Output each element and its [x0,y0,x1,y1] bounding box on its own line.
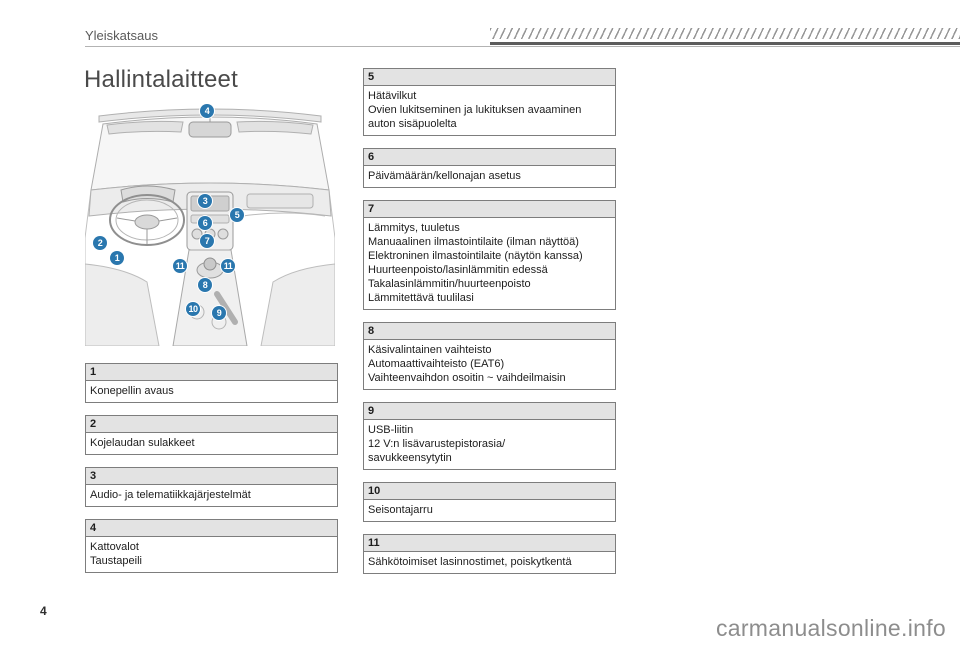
watermark: carmanualsonline.info [715,615,946,641]
item-description [364,86,615,135]
section-header: Yleiskatsaus [85,28,158,43]
item-description-line: savukkeensytytin [368,452,452,464]
item-description-line: USB-liitin [368,424,414,436]
item-number: 4 [86,520,337,537]
callout-3: 3 [198,194,212,208]
items-right-column [363,68,616,586]
item-number: 5 [364,69,615,86]
callout-2: 2 [93,236,107,250]
item-description-line: Kojelaudan sulakkeet [90,437,195,449]
page-number: 4 [40,604,47,618]
callout-5: 5 [230,208,244,222]
item-description-line: Ovien lukitseminen ja lukituksen avaaminen auton sisäpuolelta [368,104,582,130]
item-number: 1 [86,364,337,381]
callout-8: 8 [198,278,212,292]
header-rule-dark [490,42,960,45]
header-stripes-decoration [490,28,960,39]
item-description-line: Päivämäärän/kellonajan asetus [368,170,521,182]
item-description [364,340,615,389]
item-description-line: 12 V:n lisävarustepistorasia/ [368,438,506,450]
item-description [86,485,337,506]
callout-10: 10 [186,302,200,316]
callout-6: 6 [198,216,212,230]
item-description-line: Seisontajarru [368,504,433,516]
item-number: 8 [364,323,615,340]
control-item-2 [85,415,338,455]
seat-left [85,264,159,346]
control-item-8 [363,322,616,390]
item-number: 7 [364,201,615,218]
item-description [364,166,615,187]
item-description-line: Kattovalot [90,541,139,553]
items-left-column [85,363,338,585]
item-description-line: Lämmitettävä tuulilasi [368,292,474,304]
item-description [364,500,615,521]
item-description [364,218,615,309]
control-item-11 [363,534,616,574]
control-item-5 [363,68,616,136]
item-description-line: Konepellin avaus [90,385,174,397]
item-number: 2 [86,416,337,433]
callout-1: 1 [110,251,124,265]
callout-11-right: 11 [221,259,235,273]
item-description [86,537,337,572]
item-description-line: Hätävilkut [368,90,417,102]
item-description-line: Manuaalinen ilmastointilaite (ilman näyttöä) [368,236,579,248]
item-description-line: Vaihteenvaihdon osoitin ~ vaihdeilmaisin [368,372,566,384]
callout-11-left: 11 [173,259,187,273]
rearview-mirror [189,122,231,137]
dashboard-figure [85,98,335,346]
item-description [364,552,615,573]
control-item-6 [363,148,616,188]
item-description-line: Audio- ja telematiikkajärjestelmät [90,489,251,501]
item-number: 11 [364,535,615,552]
item-description [364,420,615,469]
item-description-line: Sähkötoimiset lasinnostimet, poiskytkentä [368,556,572,568]
item-description-line: Taustapeili [90,555,142,567]
control-item-10 [363,482,616,522]
item-description [86,381,337,402]
item-number: 6 [364,149,615,166]
item-number: 9 [364,403,615,420]
item-description [86,433,337,454]
item-number: 3 [86,468,337,485]
callout-9: 9 [212,306,226,320]
callout-4: 4 [200,104,214,118]
control-item-3 [85,467,338,507]
item-number: 10 [364,483,615,500]
passenger-dash-panel [247,194,313,208]
seat-right [261,264,335,346]
item-description-line: Automaattivaihteisto (EAT6) [368,358,505,370]
page-title: Hallintalaitteet [84,66,238,93]
callout-7: 7 [200,234,214,248]
item-description-line: Elektroninen ilmastointilaite (näytön kanssa) [368,250,583,262]
control-item-7 [363,200,616,310]
header-rule [85,46,960,47]
control-item-1 [85,363,338,403]
control-item-9 [363,402,616,470]
item-description-line: Käsivalintainen vaihteisto [368,344,492,356]
item-description-line: Huurteenpoisto/lasinlämmitin edessä [368,264,548,276]
item-description-line: Takalasinlämmitin/huurteenpoisto [368,278,531,290]
item-description-line: Lämmitys, tuuletus [368,222,460,234]
control-item-4 [85,519,338,573]
